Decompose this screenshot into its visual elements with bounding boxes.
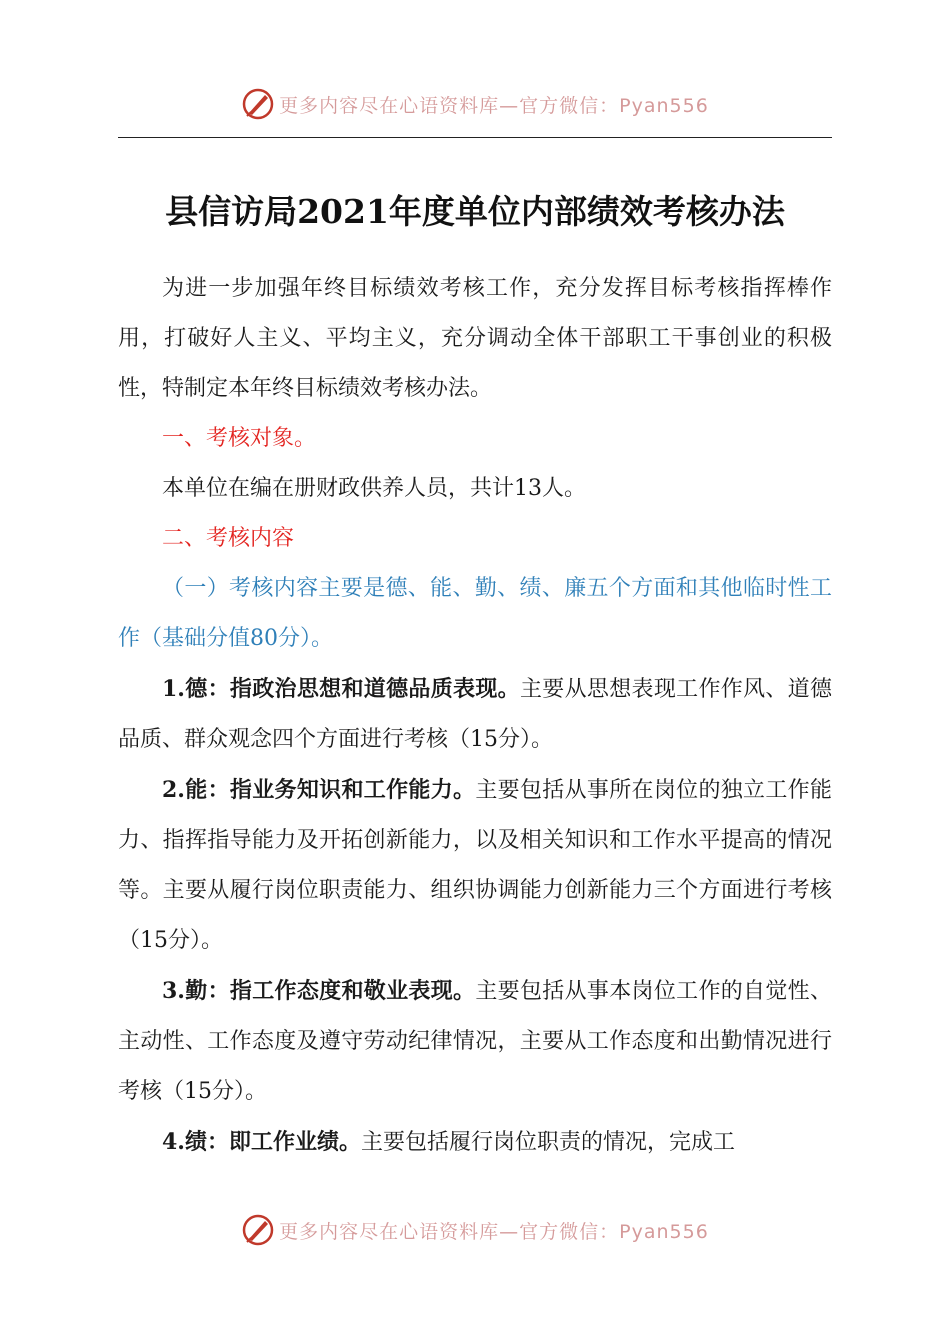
item-neng-text: 主要包括从事所在岗位的独立工作能力、指挥指导能力及开拓创新能力，以及相关知识和工作水平提高的情况等。主要从履行岗位职责能力、组织协调能力创新能力三个方面进行考核（15分）。 bbox=[118, 778, 832, 953]
item-de-text: 主要从思想表现工作作风、道德品质、群众观念四个方面进行考核（15分）。 bbox=[118, 677, 832, 752]
quill-logo-icon bbox=[241, 87, 275, 121]
item-ji-lead: 4.绩：即工作业绩。 bbox=[162, 1129, 361, 1155]
item-de-lead: 1.德：指政治思想和道德品质表现。 bbox=[162, 676, 520, 702]
item-ji-text: 主要包括履行岗位职责的情况，完成工 bbox=[360, 1130, 735, 1155]
intro-paragraph: 为进一步加强年终目标绩效考核工作，充分发挥目标考核指挥棒作用，打破好人主义、平均主义，充分调动全体干部职工干事创业的积极性，特制定本年终目标绩效考核办法。 bbox=[118, 276, 832, 401]
item-de bbox=[118, 664, 832, 765]
document-body bbox=[118, 264, 832, 1168]
footer-banner bbox=[0, 1210, 950, 1250]
item-qin-lead: 3.勤：指工作态度和敬业表现。 bbox=[162, 978, 476, 1004]
subsection-1: （一）考核内容主要是德、能、勤、绩、廉五个方面和其他临时性工作（基础分值80分）。 bbox=[118, 576, 832, 651]
quill-logo-icon bbox=[241, 1213, 275, 1247]
item-qin-text: 主要包括从事本岗位工作的自觉性、主动性、工作态度及遵守劳动纪律情况，主要从工作态度和出勤情况进行考核（15分）。 bbox=[118, 979, 832, 1104]
header-divider bbox=[118, 137, 832, 138]
item-neng-lead: 2.能：指业务知识和工作能力。 bbox=[162, 777, 476, 803]
section-heading-1: 一、考核对象。 bbox=[162, 426, 317, 451]
section-heading-2: 二、考核内容 bbox=[162, 526, 295, 551]
header-banner bbox=[0, 84, 950, 124]
item-neng bbox=[118, 765, 832, 966]
document-title: 县信访局2021年度单位内部绩效考核办法 bbox=[165, 192, 785, 231]
item-qin bbox=[118, 966, 832, 1117]
item-ji bbox=[118, 1117, 832, 1168]
footer-banner-text: 更多内容尽在心语资料库—官方微信：Pyan556 bbox=[279, 1220, 709, 1243]
header-banner-text: 更多内容尽在心语资料库—官方微信：Pyan556 bbox=[279, 94, 709, 117]
section-1-text: 本单位在编在册财政供养人员，共计13人。 bbox=[162, 476, 586, 501]
